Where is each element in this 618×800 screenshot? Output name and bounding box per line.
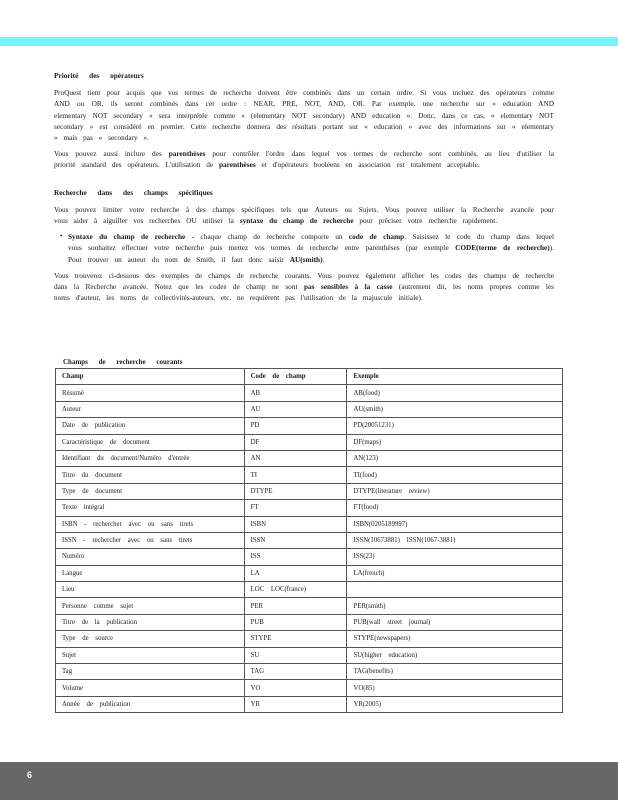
table-body xyxy=(56,385,563,713)
cell-field: Auteur xyxy=(56,401,245,417)
table-row xyxy=(56,532,563,548)
cell-example xyxy=(347,582,563,598)
cell-field: Type de source xyxy=(56,631,245,647)
table-row xyxy=(56,582,563,598)
cell-code: DTYPE xyxy=(244,483,347,499)
cell-example: STYPE(newspapers) xyxy=(347,631,563,647)
cell-code: DF xyxy=(244,434,347,450)
bullet-item-field-syntax: • Syntaxe du champ de recherche - chaque champ de recherche comporte un code de champ. Saisissez le code du champ dans lequel vous souhaitez effectuer votre recherche puis mettez vos termes de recherche entre parenthèses (par exemple CODE(terme de recherche)). Pour trouver un auteur du nom de Smith, il faut donc saisir AU(smith). xyxy=(68,231,554,265)
cell-example: VO(85) xyxy=(347,680,563,696)
cell-field: Titre du document xyxy=(56,467,245,483)
cell-field: Tag xyxy=(56,664,245,680)
cell-code: TAG xyxy=(244,664,347,680)
bullet-list xyxy=(54,231,554,265)
cell-example: AU(smith) xyxy=(347,401,563,417)
cell-example: AN(123) xyxy=(347,450,563,466)
field-codes-table xyxy=(55,368,563,713)
bold-term: parenthèses xyxy=(218,160,256,170)
cell-code: PUB xyxy=(244,614,347,630)
paragraph-field-examples: Vous trouverez ci-dessous des exemples de champs de recherche courants. Vous pouvez également afficher les codes des champs de recherche dans la Recherche avancée. Notez que les codes de champ ne sont pas sensibles à la casse (autrement dit, les noms propres comme les noms d'auteur, les noms de collectivités-auteurs, etc. ne requièrent pas l'utilisation de la majuscule initiale). xyxy=(54,270,555,303)
cell-field: Date de publication xyxy=(56,418,245,434)
cell-field: Type de document xyxy=(56,483,245,499)
cell-field: Sujet xyxy=(56,647,245,663)
cell-example: AB(food) xyxy=(347,385,563,401)
cell-example: FT(food) xyxy=(347,500,563,516)
table-row xyxy=(56,565,563,581)
table-row xyxy=(56,500,563,516)
cell-field: Identifiant du document/Numéro d'entrée xyxy=(56,450,245,466)
cell-example: SU(higher education) xyxy=(347,647,563,663)
page-content xyxy=(54,70,554,308)
cell-field: Caractéristique de document xyxy=(56,434,245,450)
header-accent-bar xyxy=(0,37,618,46)
column-header-code: Code de champ xyxy=(244,369,347,385)
paragraph-field-search: Vous pouvez limiter votre recherche à des champs spécifiques tels que Auteurs ou Sujets. Vous pouvez utiliser la Recherche avancée pour vous aider à aiguiller vos recherches OU utiliser la syntaxe du champ de recherche pour préciser votre recherche rapidement. xyxy=(54,204,554,226)
cell-example: ISS(23) xyxy=(347,549,563,565)
table-row xyxy=(56,598,563,614)
cell-example: DF(maps) xyxy=(347,434,563,450)
table-row xyxy=(56,696,563,712)
cell-example: PUB(wall street journal) xyxy=(347,614,563,630)
cell-code: FT xyxy=(244,500,347,516)
cell-code: VO xyxy=(244,680,347,696)
table-row xyxy=(56,467,563,483)
table-row xyxy=(56,549,563,565)
page-number: 6 xyxy=(27,770,33,780)
page-footer xyxy=(0,762,618,800)
paragraph-operator-priority: ProQuest tient pour acquis que vos termes de recherche doivent être combinés dans un certain ordre. Si vous incluez des opérateurs comme AND ou OR, ils seront combinés dans cet ordre : NEAR, PRE, NOT, AND, OR. Par exemple, une recherche sur « education AND elementary NOT secondary » sera interprétée comme « (elementary NOT secondary) AND education ». Donc, dans ce cas, « elementary NOT secondary » est considéré en premier. Cette recherche donnera des résultats portant sur « education » avec des informations sur « elementary » mais pas « secondary ». xyxy=(54,88,554,143)
cell-field: ISBN - rechercher avec ou sans tirets xyxy=(56,516,245,532)
table-row xyxy=(56,434,563,450)
cell-field: Personne comme sujet xyxy=(56,598,245,614)
cell-field: Numéro xyxy=(56,549,245,565)
column-header-example: Exemple xyxy=(347,369,563,385)
table-row xyxy=(56,385,563,401)
bold-term: pas sensibles à la casse xyxy=(303,282,393,292)
cell-example: PER(smith) xyxy=(347,598,563,614)
table-row xyxy=(56,614,563,630)
cell-code: AB xyxy=(244,385,347,401)
cell-example: TI(food) xyxy=(347,467,563,483)
cell-example: YR(2005) xyxy=(347,696,563,712)
cell-example: DTYPE(literature review) xyxy=(347,483,563,499)
table-row xyxy=(56,680,563,696)
cell-field: ISSN - rechercher avec ou sans tirets xyxy=(56,532,245,548)
table-row xyxy=(56,631,563,647)
cell-code: PD xyxy=(244,418,347,434)
table-title: Champs de recherche courants xyxy=(63,358,183,366)
cell-code: AU xyxy=(244,401,347,417)
cell-code: ISS xyxy=(244,549,347,565)
bold-term: syntaxe du champ de recherche xyxy=(239,216,354,226)
table-row xyxy=(56,418,563,434)
cell-code: STYPE xyxy=(244,631,347,647)
cell-example: PD(20051231) xyxy=(347,418,563,434)
cell-code: LA xyxy=(244,565,347,581)
field-codes-table-block xyxy=(55,358,563,713)
cell-code: LOC LOC(france) xyxy=(244,582,347,598)
cell-code: SU xyxy=(244,647,347,663)
cell-example: ISBN(0205189997) xyxy=(347,516,563,532)
table-header-row xyxy=(56,369,563,385)
cell-code: TI xyxy=(244,467,347,483)
section-heading-field-search: Recherche dans des champs spécifiques xyxy=(54,187,213,197)
cell-field: Volume xyxy=(56,680,245,696)
table-row xyxy=(56,647,563,663)
table-row xyxy=(56,450,563,466)
table-row xyxy=(56,664,563,680)
paragraph-parentheses: Vous pouvez aussi inclure des parenthèses pour contrôler l'ordre dans lequel vos termes de recherche sont combinés, au lieu d'utiliser la priorité standard des opérateurs. L'utilisation de parenthèses et d'opérateurs booléens en association est totalement acceptable. xyxy=(54,149,554,170)
cell-example: LA(french) xyxy=(347,565,563,581)
cell-code: ISSN xyxy=(244,532,347,548)
cell-field: Titre de la publication xyxy=(56,614,245,630)
cell-code: PER xyxy=(244,598,347,614)
cell-code: YR xyxy=(244,696,347,712)
section-heading-operator-priority: Priorité des opérateurs xyxy=(54,71,144,80)
cell-field: Résumé xyxy=(56,385,245,401)
bold-term: parenthèses xyxy=(168,149,206,159)
cell-code: AN xyxy=(244,450,347,466)
cell-field: Année de publication xyxy=(56,696,245,712)
cell-example: ISSN(10673881) ISSN(1067-3881) xyxy=(347,532,563,548)
cell-example: TAG(benefits) xyxy=(347,664,563,680)
cell-code: ISBN xyxy=(244,516,347,532)
cell-field: Texte intégral xyxy=(56,500,245,516)
table-row xyxy=(56,401,563,417)
table-row xyxy=(56,516,563,532)
column-header-field: Champ xyxy=(56,369,245,385)
table-row xyxy=(56,483,563,499)
cell-field: Lieu xyxy=(56,582,245,598)
cell-field: Langue xyxy=(56,565,245,581)
